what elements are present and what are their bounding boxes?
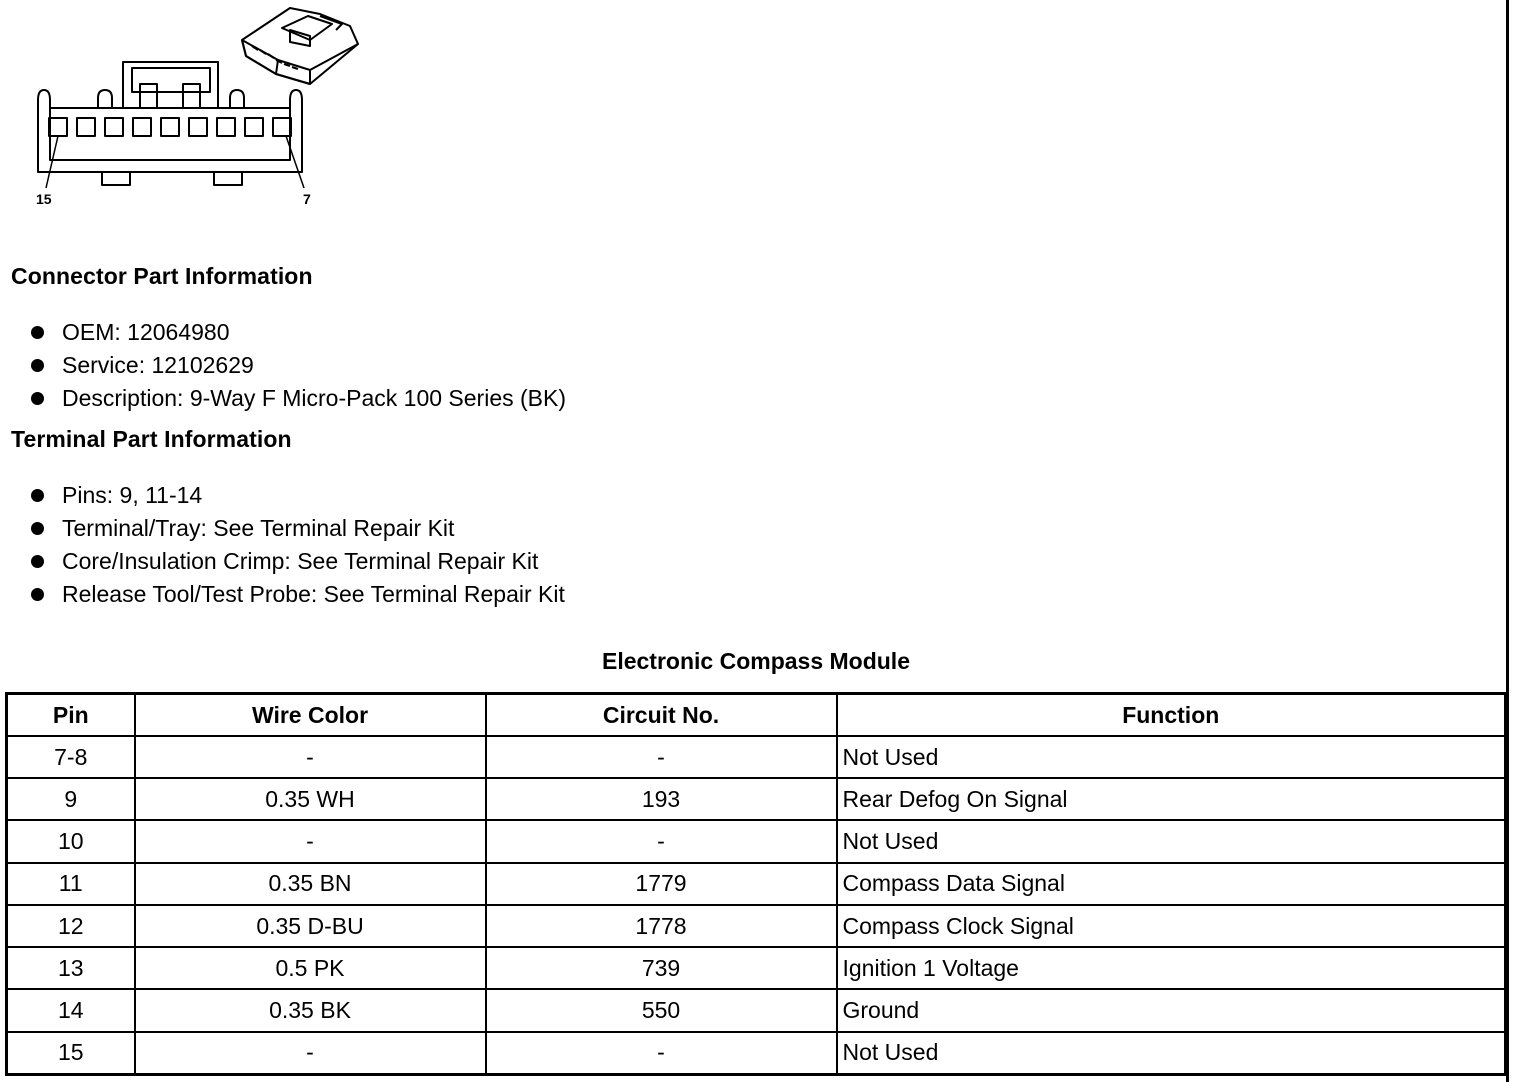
list-item: Release Tool/Test Probe: See Terminal Repair Kit bbox=[28, 578, 565, 611]
cell-wire-color: 0.35 BK bbox=[135, 989, 486, 1031]
header-circuit-no: Circuit No. bbox=[486, 694, 837, 737]
cell-circuit-no: - bbox=[486, 1032, 837, 1075]
cell-circuit-no: 1779 bbox=[486, 863, 837, 905]
table-row bbox=[7, 820, 1506, 862]
pin-label-7: 7 bbox=[303, 191, 311, 207]
list-item: OEM: 12064980 bbox=[28, 316, 566, 349]
header-function: Function bbox=[837, 694, 1506, 737]
cell-function: Compass Data Signal bbox=[837, 863, 1506, 905]
table-row bbox=[7, 989, 1506, 1031]
terminal-part-list bbox=[28, 479, 565, 611]
connector-part-list bbox=[28, 316, 566, 415]
list-item: Core/Insulation Crimp: See Terminal Repair Kit bbox=[28, 545, 565, 578]
connector-part-heading: Connector Part Information bbox=[11, 263, 313, 289]
cell-circuit-no: 550 bbox=[486, 989, 837, 1031]
cell-circuit-no: 1778 bbox=[486, 905, 837, 947]
table-header-row bbox=[7, 694, 1506, 737]
cell-wire-color: - bbox=[135, 1032, 486, 1075]
bullet-icon bbox=[31, 359, 44, 372]
cell-function: Compass Clock Signal bbox=[837, 905, 1506, 947]
table-row bbox=[7, 947, 1506, 989]
table-row bbox=[7, 778, 1506, 820]
pin-label-15: 15 bbox=[36, 191, 52, 207]
cell-pin: 10 bbox=[7, 820, 135, 862]
table-row bbox=[7, 863, 1506, 905]
cell-pin: 12 bbox=[7, 905, 135, 947]
list-item: Terminal/Tray: See Terminal Repair Kit bbox=[28, 512, 565, 545]
cell-pin: 7-8 bbox=[7, 736, 135, 778]
bullet-icon bbox=[31, 522, 44, 535]
list-item: Service: 12102629 bbox=[28, 349, 566, 382]
connector-diagram bbox=[20, 0, 380, 215]
table-row bbox=[7, 736, 1506, 778]
list-item: Description: 9-Way F Micro-Pack 100 Series (BK) bbox=[28, 382, 566, 415]
cell-function: Not Used bbox=[837, 820, 1506, 862]
cell-wire-color: - bbox=[135, 820, 486, 862]
cell-pin: 14 bbox=[7, 989, 135, 1031]
cell-pin: 13 bbox=[7, 947, 135, 989]
cell-wire-color: 0.35 D-BU bbox=[135, 905, 486, 947]
bullet-icon bbox=[31, 326, 44, 339]
bullet-icon bbox=[31, 588, 44, 601]
cell-function: Not Used bbox=[837, 736, 1506, 778]
terminal-part-heading: Terminal Part Information bbox=[11, 426, 292, 452]
cell-wire-color: - bbox=[135, 736, 486, 778]
bullet-icon bbox=[31, 392, 44, 405]
pinout-table bbox=[5, 692, 1507, 1076]
cell-circuit-no: 193 bbox=[486, 778, 837, 820]
cell-circuit-no: - bbox=[486, 820, 837, 862]
header-pin: Pin bbox=[7, 694, 135, 737]
table-row bbox=[7, 1032, 1506, 1075]
cell-function: Ground bbox=[837, 989, 1506, 1031]
table-title: Electronic Compass Module bbox=[601, 648, 910, 674]
cell-pin: 11 bbox=[7, 863, 135, 905]
cell-wire-color: 0.5 PK bbox=[135, 947, 486, 989]
cell-wire-color: 0.35 BN bbox=[135, 863, 486, 905]
bullet-icon bbox=[31, 555, 44, 568]
cell-circuit-no: 739 bbox=[486, 947, 837, 989]
cell-function: Ignition 1 Voltage bbox=[837, 947, 1506, 989]
bullet-icon bbox=[31, 489, 44, 502]
cell-wire-color: 0.35 WH bbox=[135, 778, 486, 820]
header-wire-color: Wire Color bbox=[135, 694, 486, 737]
table-row bbox=[7, 905, 1506, 947]
cell-function: Rear Defog On Signal bbox=[837, 778, 1506, 820]
cell-function: Not Used bbox=[837, 1032, 1506, 1075]
cell-pin: 9 bbox=[7, 778, 135, 820]
connector-front-view bbox=[38, 62, 304, 188]
cell-pin: 15 bbox=[7, 1032, 135, 1075]
connector-perspective-view bbox=[242, 8, 358, 84]
list-item: Pins: 9, 11-14 bbox=[28, 479, 565, 512]
cell-circuit-no: - bbox=[486, 736, 837, 778]
